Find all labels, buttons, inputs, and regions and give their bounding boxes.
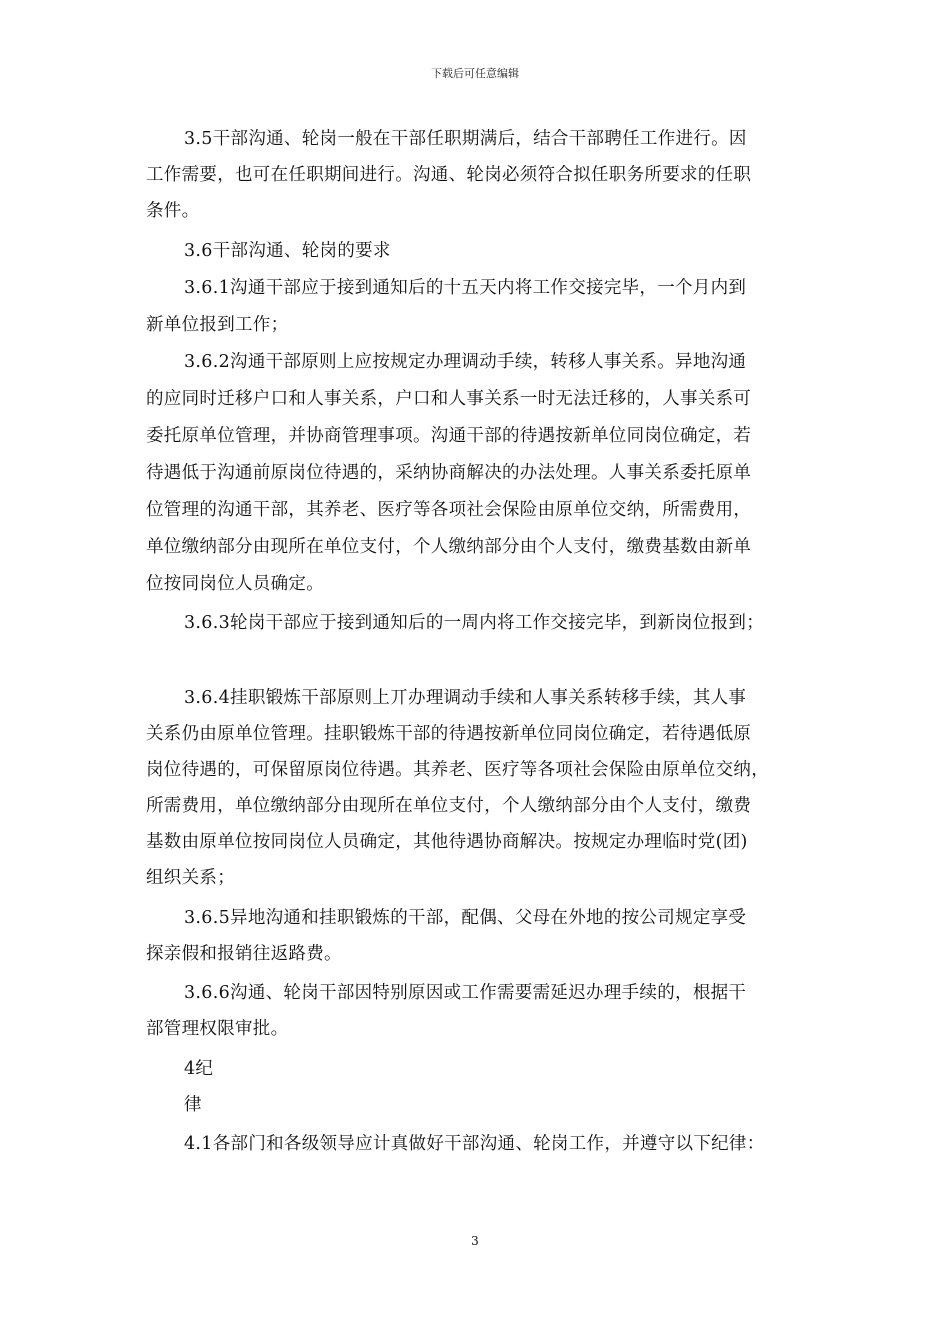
text-line: 3.6.2沟通干部原则上应按规定办理调动手续，转移人事关系。异地沟通: [184, 352, 747, 372]
text-line: 所需费用，单位缴纳部分由现所在单位支付，个人缴纳部分由个人支付，缴费: [146, 796, 752, 816]
text-line: 基数由原单位按同岗位人员确定，其他待遇协商解决。按规定办理临时党(团): [146, 832, 748, 852]
section-heading: 3.6干部沟通、轮岗的要求: [184, 241, 391, 261]
section-heading: 4纪: [184, 1059, 214, 1079]
text-line: 岗位待遇的，可保留原岗位待遇。其养老、医疗等各项社会保险由原单位交纳，: [146, 760, 769, 780]
text-line: 组织关系；: [146, 868, 235, 888]
text-line: 3.5干部沟通、轮岗一般在干部任职期满后，结合干部聘任工作进行。因: [184, 129, 747, 149]
page-number: 3: [471, 1234, 479, 1248]
text-line: 4.1各部门和各级领导应计真做好干部沟通、轮岗工作，并遵守以下纪律：: [184, 1134, 765, 1154]
text-line: 条件。: [146, 201, 200, 221]
text-line: 关系仍由原单位管理。挂职锻炼干部的待遇按新单位同岗位确定，若待遇低原: [146, 724, 752, 744]
download-note: 下载后可任意编辑: [431, 67, 519, 80]
text-line: 新单位报到工作；: [146, 315, 289, 335]
text-line: 3.6.6沟通、轮岗干部因特别原因或工作需要需延迟办理手续的，根据干: [184, 983, 747, 1003]
section-heading: 律: [184, 1095, 202, 1115]
text-line: 部管理权限审批。: [146, 1019, 289, 1039]
text-line: 的应同时迁移户口和人事关系，户口和人事关系一时无法迁移的，人事关系可: [146, 389, 752, 409]
text-line: 位管理的沟通干部，其养老、医疗等各项社会保险由原单位交纳，所需费用，: [146, 500, 752, 520]
text-line: 单位缴纳部分由现所在单位支付，个人缴纳部分由个人支付，缴费基数由新单: [146, 537, 752, 557]
text-line: 位按同岗位人员确定。: [146, 574, 324, 594]
text-line: 3.6.3轮岗干部应于接到通知后的一周内将工作交接完毕，到新岗位报到；: [184, 613, 765, 633]
text-line: 探亲假和报销往返路费。: [146, 944, 342, 964]
text-line: 委托原单位管理，并协商管理事项。沟通干部的待遇按新单位同岗位确定，若: [146, 426, 752, 446]
text-line: 工作需要，也可在任职期间进行。沟通、轮岗必须符合拟任职务所要求的任职: [146, 165, 752, 185]
text-line: 待遇低于沟通前原岗位待遇的，采纳协商解决的办法处理。人事关系委托原单: [146, 463, 752, 483]
text-line: 3.6.1沟通干部应于接到通知后的十五天内将工作交接完毕，一个月内到: [184, 278, 747, 298]
text-line: 3.6.4挂职锻炼干部原则上丌办理调动手续和人事关系转移手续，其人事: [184, 688, 747, 708]
text-line: 3.6.5异地沟通和挂职锻炼的干部，配偶、父母在外地的按公司规定享受: [184, 908, 747, 928]
